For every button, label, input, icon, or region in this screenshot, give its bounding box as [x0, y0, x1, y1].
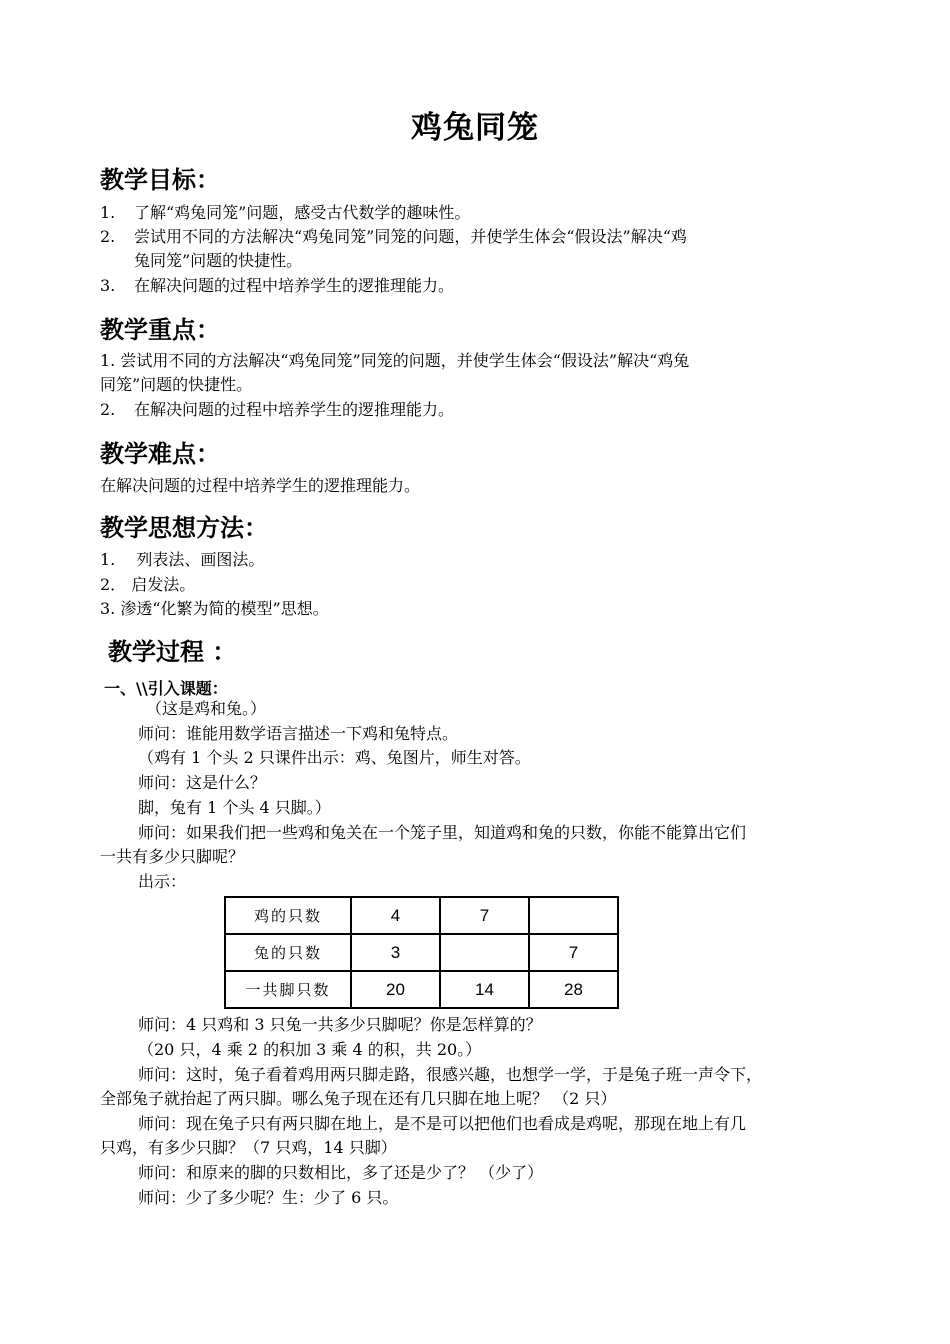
objective-1-num: 1. [100, 203, 116, 222]
table-row [225, 971, 618, 1008]
table-cell: 7 [440, 897, 529, 934]
table-cell: 7 [529, 934, 618, 971]
after-line-3: 师问：这时，兔子看着鸡用两只脚走路，很感兴趣，也想学一学，于是兔子班一声令下， [138, 1065, 763, 1084]
table-cell: 20 [351, 971, 440, 1008]
objectives-heading: 教学目标： [100, 166, 220, 194]
table-cell: 14 [440, 971, 529, 1008]
method-3: 3. 渗透“化繁为简的模型”思想。 [100, 599, 329, 618]
after-line-2: （20 只，4 乘 2 的积加 3 乘 4 的积，共 20。） [138, 1040, 482, 1059]
document-title: 鸡兔同笼 [411, 110, 539, 146]
process-line-3: （鸡有 1 个头 2 只课件出示：鸡、兔图片，师生对答。 [138, 748, 531, 767]
table-cell: 3 [351, 934, 440, 971]
after-line-1: 师问：4 只鸡和 3 只兔一共多少只脚呢？你是怎样算的？ [138, 1015, 542, 1034]
row-label-chicken: 鸡的只数 [225, 897, 351, 934]
after-line-8: 师问：少了多少呢？生：少了 6 只。 [138, 1188, 399, 1207]
process-line-8: 出示： [138, 872, 187, 891]
process-line-1: （这是鸡和兔。） [146, 699, 267, 718]
key-point-2-num: 2. [100, 400, 116, 419]
row-label-rabbit: 兔的只数 [225, 934, 351, 971]
difficulty-text: 在解决问题的过程中培养学生的逻推理能力。 [100, 476, 421, 495]
table-row [225, 897, 618, 934]
process-line-6: 师问：如果我们把一些鸡和兔关在一个笼子里，知道鸡和兔的只数，你能不能算出它们 [138, 823, 747, 842]
after-line-5: 师问：现在兔子只有两只脚在地上，是不是可以把他们也看成是鸡呢，那现在地上有几 [138, 1114, 747, 1133]
objective-2-text: 尝试用不同的方法解决“鸡兔同笼”同笼的问题，并使学生体会“假设法”解决“鸡 [134, 227, 687, 246]
table-cell: 4 [351, 897, 440, 934]
objective-1-text: 了解“鸡兔同笼”问题，感受古代数学的趣味性。 [134, 203, 471, 222]
process-heading: 教学过程 ： [108, 638, 237, 666]
objective-2-cont: 兔同笼”问题的快捷性。 [134, 251, 303, 270]
process-line-4: 师问：这是什么？ [138, 773, 267, 792]
row-label-total-feet: 一共脚只数 [225, 971, 351, 1008]
objective-3-text: 在解决问题的过程中培养学生的逻推理能力。 [134, 276, 455, 295]
objective-2-num: 2. [100, 227, 116, 246]
table-cell [440, 934, 529, 971]
process-line-5: 脚，兔有 1 个头 4 只脚。） [138, 798, 331, 817]
section-intro-heading: 一、\\引入课题： [104, 679, 228, 698]
objective-3-num: 3. [100, 276, 116, 295]
table-cell: 28 [529, 971, 618, 1008]
after-line-7: 师问：和原来的脚的只数相比，多了还是少了？ （少了） [138, 1163, 544, 1182]
method-1: 1. 列表法、画图法。 [100, 550, 265, 569]
methods-heading: 教学思想方法： [100, 514, 268, 542]
difficulty-heading: 教学难点： [100, 440, 220, 468]
process-line-7: 一共有多少只脚呢？ [100, 847, 245, 866]
after-line-4: 全部兔子就抬起了两只脚。哪么兔子现在还有几只脚在地上呢？ （2 只） [100, 1089, 617, 1108]
table-cell [529, 897, 618, 934]
after-line-6: 只鸡，有多少只脚？（7 只鸡，14 只脚） [100, 1138, 397, 1157]
chicken-rabbit-table [224, 896, 619, 1009]
key-points-heading: 教学重点： [100, 316, 220, 344]
table-row [225, 934, 618, 971]
key-point-line-1: 1. 尝试用不同的方法解决“鸡兔同笼”同笼的问题，并使学生体会“假设法”解决“鸡兔 [100, 351, 690, 370]
key-point-2-text: 在解决问题的过程中培养学生的逻推理能力。 [134, 400, 455, 419]
process-line-2: 师问：谁能用数学语言描述一下鸡和兔特点。 [138, 724, 459, 743]
method-2: 2． 启发法。 [100, 575, 196, 594]
key-point-line-2: 同笼”问题的快捷性。 [100, 375, 253, 394]
